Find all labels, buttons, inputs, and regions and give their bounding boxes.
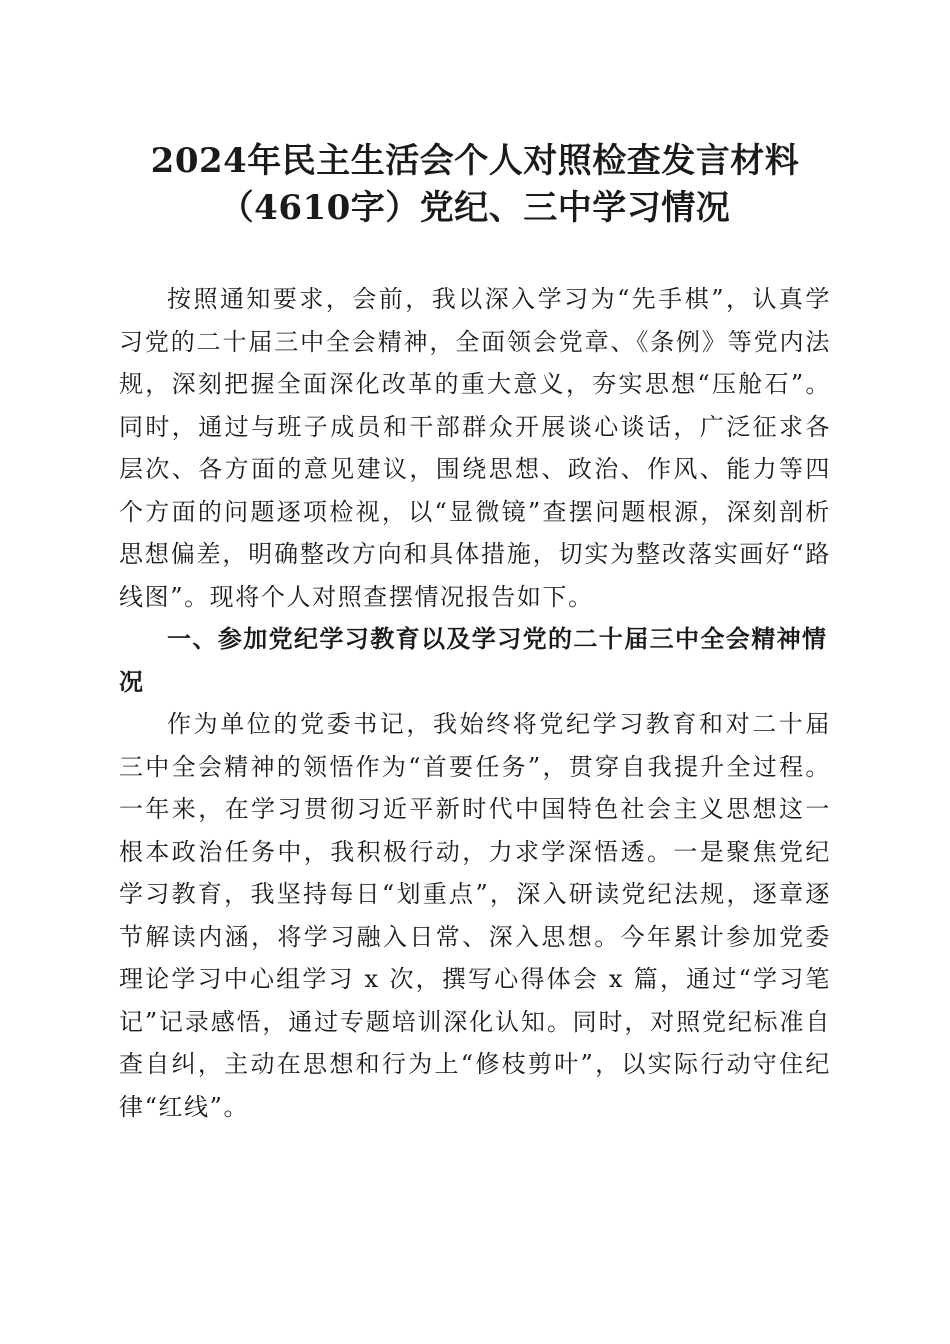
document-title-line-1: 2024年民主生活会个人对照检查发言材料 (150, 141, 800, 181)
document-title-line-2: （4610字）党纪、三中学习情况 (219, 188, 731, 228)
section-heading-1: 一、参加党纪学习教育以及学习党的二十届三中全会精神情况 (119, 625, 828, 696)
section-1-paragraph: 作为单位的党委书记，我始终将党纪学习教育和对二十届三中全会精神的领悟作为“首要任务”，贯穿自我提升全过程。一年来，在学习贯彻习近平新时代中国特色社会主义思想这一根本政治任务中，我积极行动，力求学深悟透。一是聚焦党纪学习教育，我坚持每日“划重点”，深入研读党纪法规，逐章逐节解读内涵，将学习融入日常、深入思想。今年累计参加党委理论学习中心组学习 x 次，撰写心得体会 x 篇，通过“学习笔记”记录感悟，通过专题培训深化认知。同时，对照党纪标准自查自纠，主动在思想和行为上“修枝剪叶”，以实际行动守住纪律“红线”。 (119, 710, 831, 1121)
intro-paragraph: 按照通知要求，会前，我以深入学习为“先手棋”，认真学习党的二十届三中全会精神，全面领会党章、《条例》等党内法规，深刻把握全面深化改革的重大意义，夯实思想“压舱石”。同时，通过与班子成员和干部群众开展谈心谈话，广泛征求各层次、各方面的意见建议，围绕思想、政治、作风、能力等四个方面的问题逐项检视，以“显微镜”查摆问题根源，深刻剖析思想偏差，明确整改方向和具体措施，切实为整改落实画好“路线图”。现将个人对照查摆情况报告如下。 (119, 285, 831, 611)
document-body (119, 278, 831, 1128)
